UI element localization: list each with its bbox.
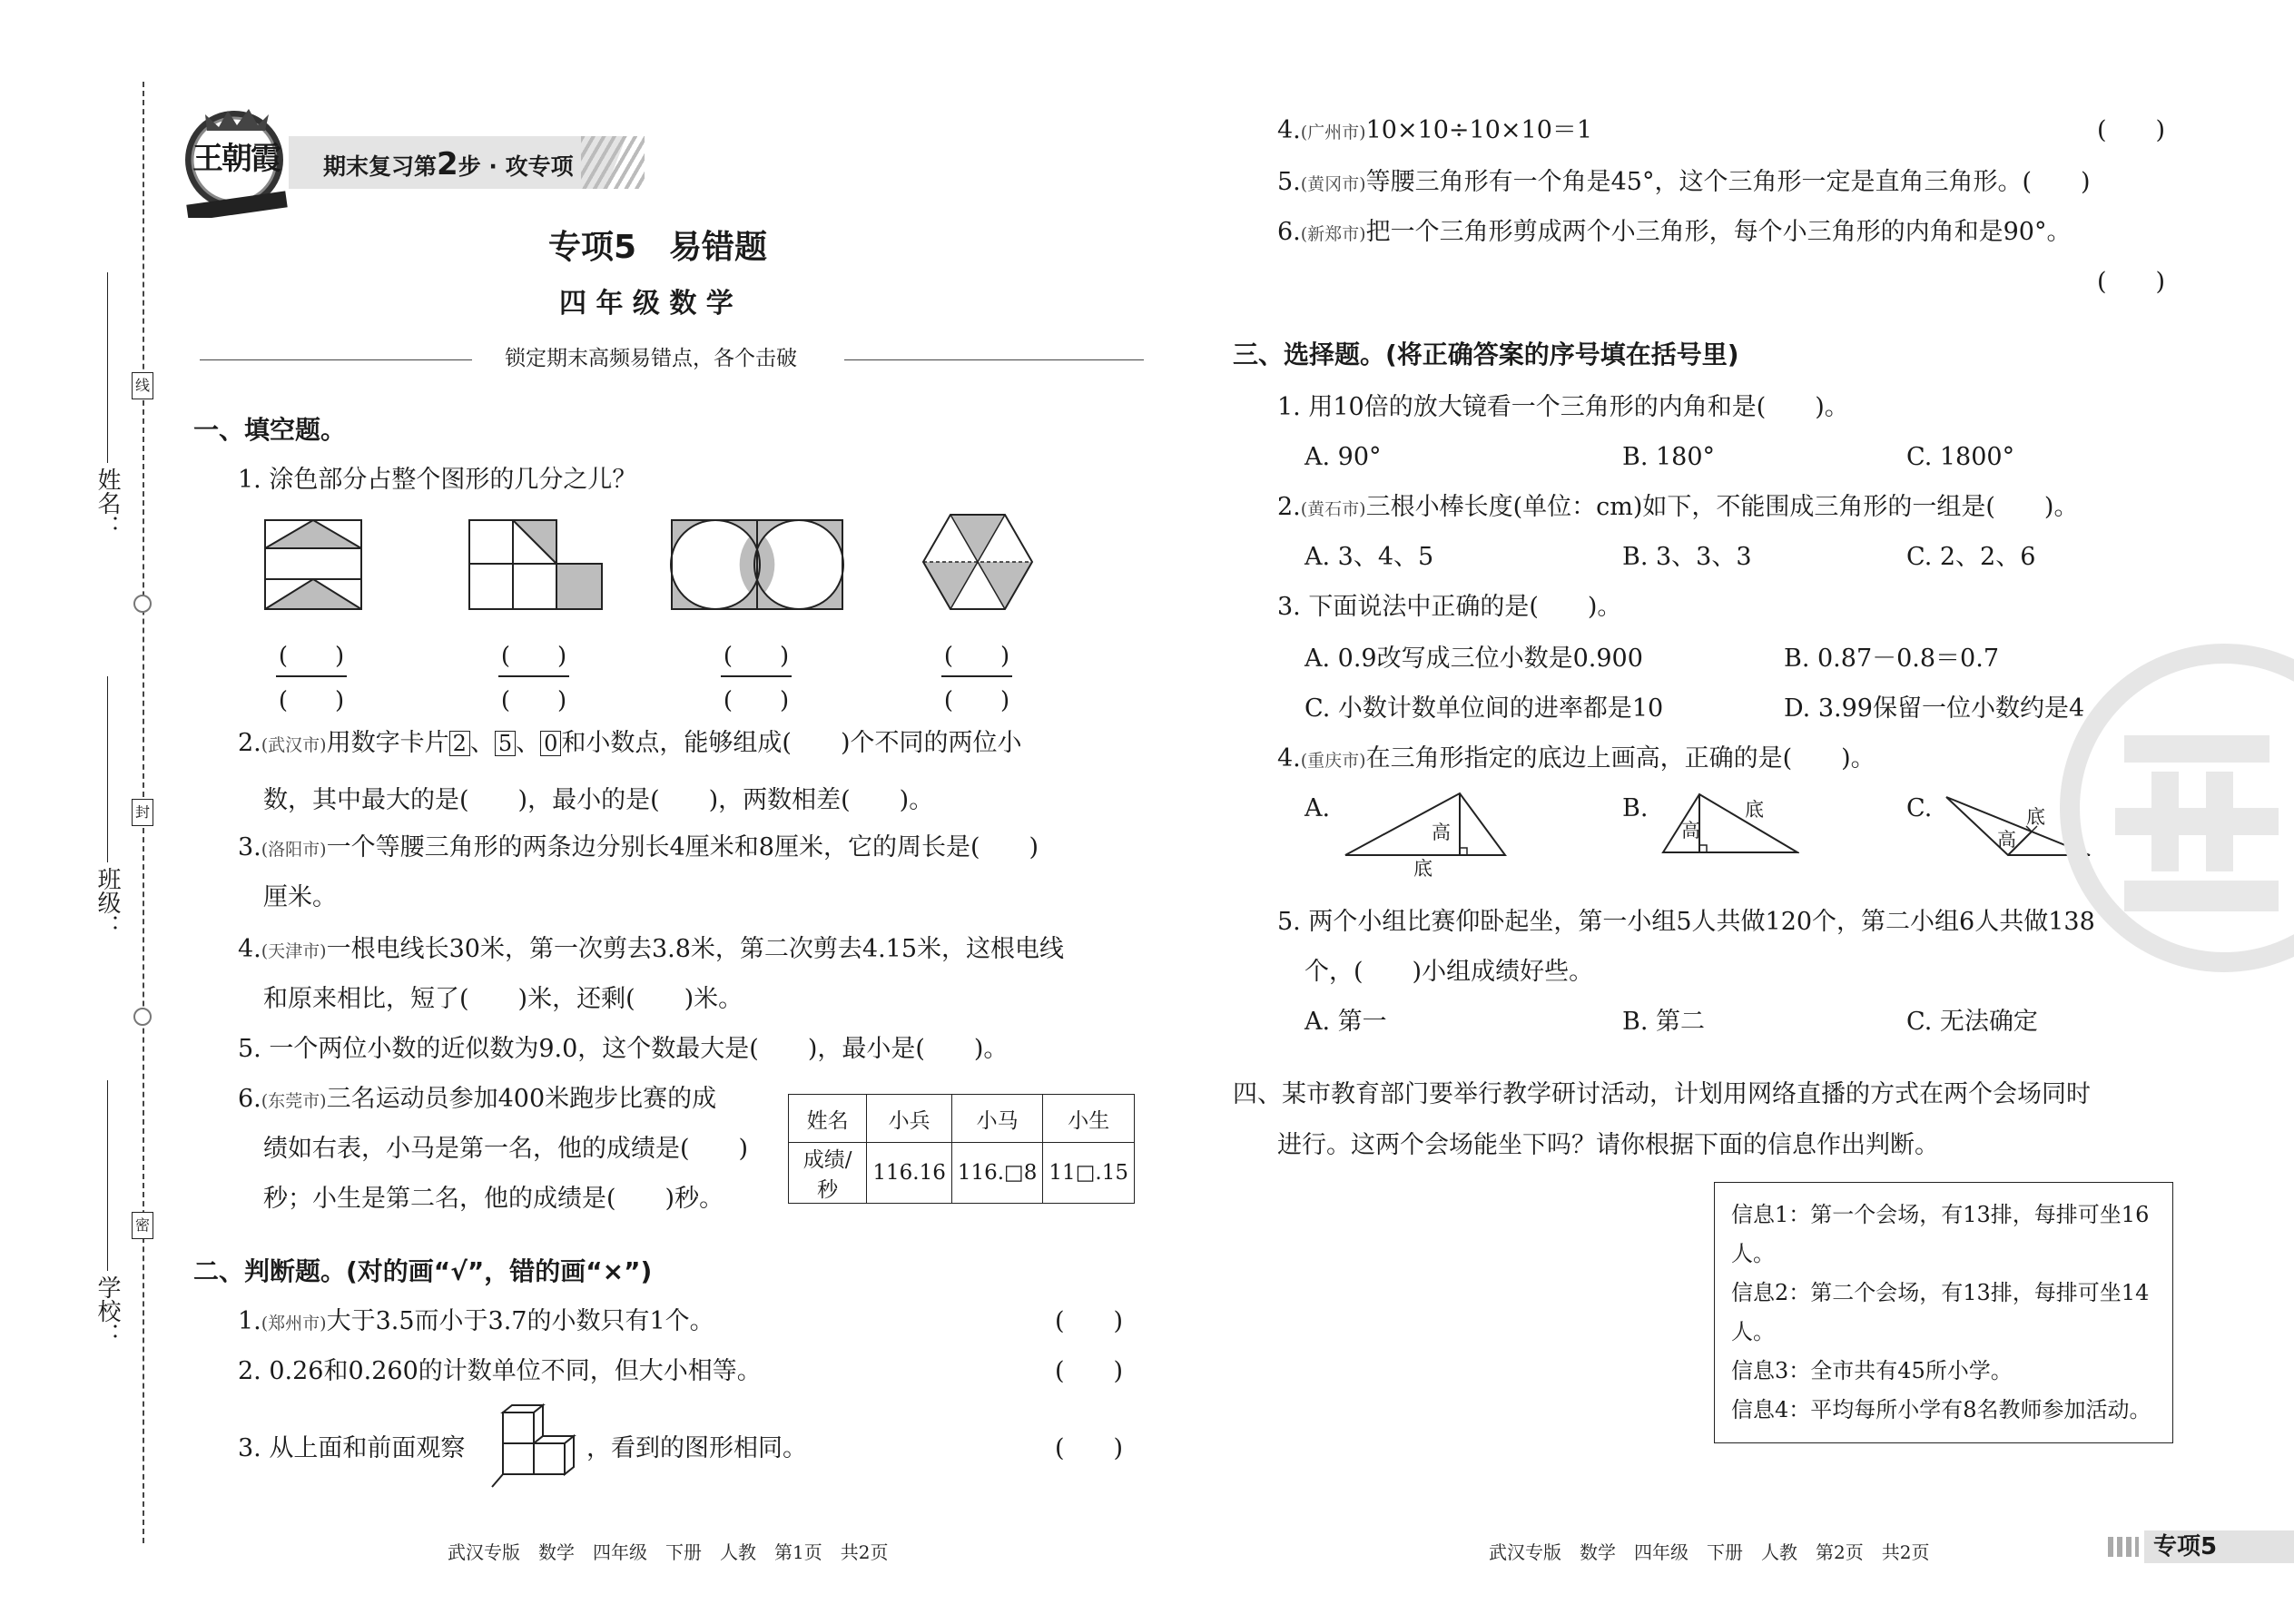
q1-2-line2: 数，其中最大的是( )，最小的是( )，两数相差( )。 [263,786,934,814]
table-cell: 116.16 [867,1143,951,1204]
margin-mark-seal: 封 [132,799,153,826]
info-line: 信息2：第二个会场，有13排，每排可坐14人。 [1731,1280,2150,1344]
name-label: 姓名： [94,468,121,538]
page-title: 专项5 易错题 [548,229,768,266]
option-b[interactable]: B. 第二 [1622,1008,1706,1036]
section-application: 四、某市教育部门要举行教学研讨活动，计划用网络直播的方式在两个会场同时 [1233,1080,2091,1108]
q1-3: 3.(洛阳市)一个等腰三角形的两条边分别长4厘米和8厘米，它的周长是( ) [238,833,1039,861]
info-box [1714,1182,2173,1443]
page-subtitle: 四 年 级 数 学 [559,288,733,320]
answer-paren[interactable]: ( ) [1055,1434,1124,1462]
q1-6: 6.(东莞市)三名运动员参加400米跑步比赛的成 [238,1085,717,1113]
table-cell: 11□.15 [1043,1143,1135,1204]
label-height: 高 [1681,820,1700,842]
option-c[interactable]: C. 2、2、6 [1906,543,2036,571]
q3-5: 5. 两个小组比赛仰卧起坐，第一小组5人共做120个，第二小组6人共做138 [1277,908,2095,936]
option-c[interactable]: C. [1906,794,1933,822]
figure-squares-shading [468,518,604,615]
tagline: 锁定期末高频易错点，各个击破 [505,347,797,370]
q2-4: 4.(广州市)10×10÷10×10＝1 [1277,116,1593,144]
banner-text: 期末复习第2步 · 攻专项 [323,146,574,182]
q3-4: 4.(重庆市)在三角形指定的底边上画高，正确的是( )。 [1277,744,1876,773]
figure-hexagon-shading [921,511,1035,616]
cube-stack-figure [490,1403,581,1494]
label-base: 底 [2026,806,2045,828]
q1-5: 5. 一个两位小数的近似数为9.0，这个数最大是( )，最小是( )。 [238,1035,1009,1063]
option-a[interactable]: A. 3、4、5 [1305,543,1434,571]
fraction-answer[interactable]: ( ) ( ) [495,637,573,715]
q1-1: 1. 涂色部分占整个图形的几分之儿？ [238,466,637,494]
name-line [107,272,108,463]
fraction-answer[interactable]: ( ) ( ) [717,637,795,715]
page-footer-left: 武汉专版 数学 四年级 下册 人教 第1页 共2页 [448,1541,889,1563]
label-base: 底 [1745,799,1764,821]
option-a[interactable]: A. [1305,794,1331,822]
option-b[interactable]: B. [1622,794,1649,822]
info-line: 信息3：全市共有45所小学。 [1731,1358,2013,1383]
answer-paren[interactable]: ( ) [1055,1357,1124,1385]
school-label: 学校： [94,1275,121,1346]
margin-mark-line: 线 [132,372,153,399]
q2-3: 3. 从上面和前面观察 [238,1434,466,1462]
banner-stripes [581,136,645,189]
section-choice: 三、选择题。(将正确答案的序号填在括号里) [1233,340,1739,369]
table-header: 小马 [951,1095,1043,1143]
q2-5: 5.(黄冈市)等腰三角形有一个角是45°，这个三角形一定是直角三角形。( ) [1277,168,2091,196]
fraction-answer[interactable]: ( ) ( ) [272,637,350,715]
table-row-label: 成绩/秒 [789,1143,867,1204]
class-line [107,676,108,862]
q3-2: 2.(黄石市)三根小棒长度(单位：cm)如下，不能围成三角形的一组是( )。 [1277,493,2079,521]
info-line: 信息1：第一个会场，有13排，每排可坐16人。 [1731,1202,2150,1266]
figure-trapezoid-shading [263,518,363,615]
fraction-answer[interactable]: ( ) ( ) [938,637,1016,715]
option-a[interactable]: A. 90° [1305,443,1382,471]
footer-tab-dots [2108,1537,2139,1557]
tagline-rule-right [844,359,1144,360]
q1-4: 4.(天津市)一根电线长30米，第一次剪去3.8米，第二次剪去4.15米，这根电线 [238,935,1065,963]
option-b[interactable]: B. 0.87－0.8＝0.7 [1784,645,2000,673]
digit-card: 2 [449,731,470,756]
footer-tab-label: 专项5 [2153,1533,2218,1560]
margin-ornament-icon [133,595,152,613]
q1-3-line2: 厘米。 [263,883,337,911]
label-height: 高 [1997,829,2016,851]
q1-2: 2.(武汉市)用数字卡片 2 、 5 、 0 和小数点，能够组成( )个不同的两位小 [238,729,1022,757]
table-header: 小兵 [867,1095,951,1143]
q2-6: 6.(新郑市)把一个三角形剪成两个小三角形，每个小三角形的内角和是90°。 [1277,218,2072,246]
answer-paren[interactable]: ( ) [2097,116,2166,144]
digit-card: 5 [495,731,516,756]
digit-card: 0 [540,731,561,756]
tagline-rule-left [200,359,472,360]
watermark-seal-icon [2024,635,2294,984]
q3-5-line2: 个，( )小组成绩好些。 [1305,958,1594,986]
q2-1: 1.(郑州市)大于3.5而小于3.7的小数只有1个。 [238,1307,714,1335]
table-header: 姓名 [789,1095,867,1143]
triangle-option-a [1344,790,1507,862]
option-b[interactable]: B. 3、3、3 [1622,543,1752,571]
section-fill-blank: 一、填空题。 [193,415,347,445]
class-label: 班级： [94,867,121,938]
option-a[interactable]: A. 第一 [1305,1008,1387,1036]
answer-paren[interactable]: ( ) [2097,268,2166,296]
race-results-table [788,1094,1135,1204]
margin-mark-secret: 密 [132,1212,153,1239]
table-cell: 116.□8 [951,1143,1043,1204]
option-c[interactable]: C. 1800° [1906,443,2015,471]
figure-circles-shading [670,518,844,615]
q3-3: 3. 下面说法中正确的是( )。 [1277,593,1622,621]
answer-paren[interactable]: ( ) [1055,1307,1124,1335]
q1-4-line2: 和原来相比，短了( )米，还剩( )米。 [263,985,743,1013]
table-header: 小生 [1043,1095,1135,1143]
margin-ornament-icon [133,1008,152,1026]
q3-1: 1. 用10倍的放大镜看一个三角形的内角和是( )。 [1277,393,1849,421]
option-d[interactable]: D. 3.99保留一位小数约是4 [1784,694,2085,723]
school-line [107,1080,108,1271]
section-application-line2: 进行。这两个会场能坐下吗？请你根据下面的信息作出判断。 [1277,1131,1939,1159]
logo-text: 王朝霞 [192,141,280,177]
label-base: 底 [1413,858,1433,880]
option-a[interactable]: A. 0.9改写成三位小数是0.900 [1305,645,1643,673]
label-height: 高 [1432,822,1451,843]
q2-2: 2. 0.26和0.260的计数单位不同，但大小相等。 [238,1357,762,1385]
option-c[interactable]: C. 小数计数单位间的进率都是10 [1305,694,1664,723]
section-true-false: 二、判断题。(对的画“√”，错的画“×”) [193,1256,653,1286]
q2-3-end: ，看到的图形相同。 [586,1434,807,1462]
q1-6-line2: 绩如右表，小马是第一名，他的成绩是( ) [263,1135,749,1163]
option-c[interactable]: C. 无法确定 [1906,1008,2038,1036]
page-footer-right: 武汉专版 数学 四年级 下册 人教 第2页 共2页 [1489,1541,1930,1563]
option-b[interactable]: B. 180° [1622,443,1716,471]
info-line: 信息4：平均每所小学有8名教师参加活动。 [1731,1397,2151,1422]
q1-6-line3: 秒；小生是第二名，他的成绩是( )秒。 [263,1185,724,1213]
